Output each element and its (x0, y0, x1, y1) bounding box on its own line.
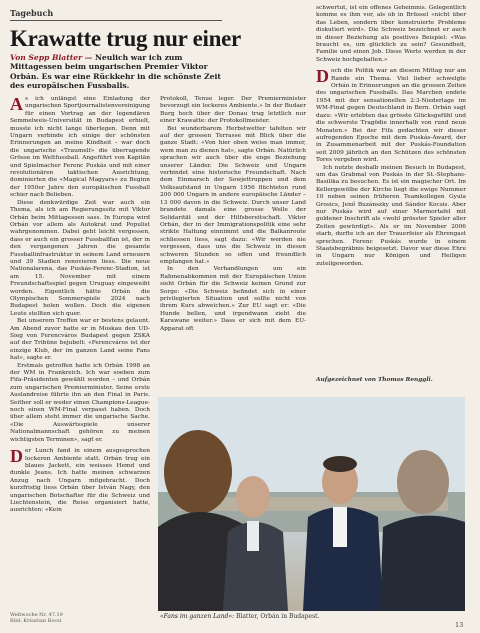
paragraph: Doch die Politik war an diesem Mittag nur am Rande ein Thema. Viel lieber schwelgte Orbán in Erinnerungen an die grossen Zeiten des ungarischen Fussballs. Das Marchen endete 1954 mit der sensationellen 2:3-Niederlage im WM-Final gegen Deutschland in Bern. Orbán sagt dazu: «Wir erlebten das grösste Glücksgefühl und die schwerste Tragödie innerhalb von rund neun Monaten.» Bei der Fifa gedachten wir dieser aufregenden Epoche mit dem Puskás-Award, der in Zusammenarbeit mit der Puskás-Foundation seit 2009 jährlich an den Schützen des schönsten Tores vergeben wird. (316, 66, 466, 164)
paragraph: Bei unserem Treffen war er bestens gelaunt. Am Abend zuvor hatte er in Moskau den UD-Sieg von Ferencváros Budapest gegen ZSKA auf der Tribüne bejubelt: «Ferencváros ist der einzige Klub, der im ganzen Land seine Fans hat», sagte er. (10, 318, 150, 362)
column-2 (160, 96, 306, 333)
photo-caption (160, 613, 319, 620)
author-note: Aufgezeichnet von Thomas Renggli. (316, 377, 433, 383)
caption-quote: «Fans im ganzen Land»: (160, 613, 235, 620)
paragraph: As ich unlängst eine Einladung der ungarischen Sportjournalistenvereinigung für einen Vortrag an der legendären Semmelweis-Universität in Budapest erhielt, musste ich nicht lange überlegen. Denn mit Ungarn verbinde ich einige der schönsten Erinnerungen an meine Kindheit – war doch die ungarische «Traumelf» die überragende Grösse im Weltfussball. Angeführt von Kapitän und Spielmacher Ferenc Puskás und mit einer revolutionären taktischen Ausrichtung, dominierten die «Magical Magyars» zu Beginn der 1950er Jahre den europäischen Fussball schier nach Belieben. (10, 94, 150, 199)
paragraph: Bei wunderbarem Herbstwetter tafelten wir auf der grossen Terrasse mit Blick über die ganze Stadt: «Von hier oben weiss man immer, wem man zu dienen hat», sagte Orbán. Natürlich sprachen wir auch über die enge Beziehung unserer Länder. Die Schweiz und Ungarn verbindet eine historische Freundschaft. Nach dem Einmarsch der Sowjettruppen und dem Volksaufstand in Ungarn 1956 flüchteten rund 200 000 Ungarn in andere europäische Länder – 13 000 davon in die Schweiz. Durch unser Land brandete damals eine grosse Welle der Solidarität und der Hilfsbereitschaft. Viktor Orbán, der in der Immigrationspolitik eine sehr strikte Haltung einnimmt und die Balkanroute schliessen liess, sagt dazu: «Wir werden nie vergessen, dass uns die Schweiz in diesen schweren Stunden so offen und freundlich empfangen hat.» (160, 125, 306, 265)
caption-text: Blatter, Orbán in Budapest. (234, 613, 320, 620)
paragraph: Diese denkwürdige Zeit war auch ein Thema, als ich am Regierungssitz mit Viktor Orbán beim Mittagessen sass. In Europa wird Orbán vor allem als Autokrat und Populist wahrgenommen. Dabei geht leicht vergessen, dass er auch ein grosser Fussballfan ist, der in den vergangenen Jahren die gesamte Fussballinfrastruktur in seinem Land erneuern und 39 Stadien renovieren liess. Die neue Nationalarena, das Puskás-Ferenc-Stadion, ist am 15. November mit einem Freundschaftsspiel gegen Uruguay eingeweiht worden. Eigentlich hätte Orbán die Olympischen Sommerspiele 2024 nach Budapest holen wollen. Doch die eigenen Leute stellten sich quer. (10, 199, 150, 317)
photo-illustration (158, 397, 465, 611)
drop-cap: D (10, 446, 23, 467)
photo-credit: Bild: Krisztian Bocsi (10, 618, 62, 624)
magazine-issue: Weltwoche Nr. 47.19 (10, 612, 63, 618)
paragraph: Der Lunch fand in einem ausgesprochen lockeren Ambiente statt. Orbán trug ein blaues Jackett, ein weisses Hemd und dunkle Jeans. Ich hatte meinen schwarzen Anzug nach Ungarn mitgebracht. Doch kurzfristig liess Orbán über István Nagy, den ungarischen Botschafter für die Schweiz und Liechtenstein, die Reise organisiert hatte, ausrichten: «Kein (10, 446, 150, 514)
paragraph: Erstmals getroffen hatte ich Orbán 1998 an der WM in Frankreich. Ich war soeben zum Fifa-Präsidenten gewählt worden – und Orbán zum ungarischen Premierminister. Seine erste Auslandreise führte ihn an den Final in Paris. Seither soll er weder einen Champions-League- noch einen WM-Final verpasst haben. Doch über allem steht immer die ungarische Sache. «Die Auswärtsspiele unserer Nationalmannschaft gehören zu meinen wichtigsten Terminen», sagt er. (10, 362, 151, 443)
photo-blatter-orban (158, 397, 465, 611)
section-rule (10, 20, 222, 21)
drop-cap: A (10, 94, 23, 114)
headline: Krawatte trug nur einer (10, 26, 241, 51)
column-1 (10, 96, 150, 515)
paragraph: Protokoll, Tenue leger. Der Premierminister bevorzugt ein lockeres Ambiente.» In der Budaer Burg hoch über der Donau trug letztlich nur einer Krawatte: der Protokollmeister. (160, 96, 306, 125)
byline: Von Sepp Blatter — (10, 53, 93, 62)
footer-left (10, 612, 63, 624)
section-label: Tagebuch (10, 8, 54, 18)
paragraph: schwertut, ist ein offenes Geheimnis. Gelegentlich komme es ihm vor, als ob in Brüssel «nicht über das Leben, sondern über konstruierte Probleme diskutiert wird». Die Schweiz bezeichnet er auch in dieser Beziehung als positives Beispiel: «Was braucht es, um glücklich zu sein? Gesundheit, Familie und einen Job. Diese Werte werden in der Schweiz hochgehalten.» (316, 5, 466, 63)
lede-text: Neulich war ich zum Mittagessen beim ungarischen Premier Viktor Orbán. Es war eine Rückkehr in die schönste Zeit des europäischen Fussballs. (10, 53, 221, 90)
page-number: 13 (455, 621, 464, 629)
paragraph: In den Verhandlungen um ein Rahmenabkommen mit der Europäischen Union sieht Orbán für die Schweiz keinen Grund zur Sorge: «Die Schweiz befindet sich in einer privilegierten Situation und sollte nicht von ihrem Kurs abweichen.» Zur EU sagt er: «Die Hunde bellen, und irgendwann zieht die Karawane weiter.» Dass er sich mit dem EU-Apparat oft (160, 266, 306, 332)
lede (10, 53, 228, 90)
paragraph: Ich nutzte deshalb meinen Besuch in Budapest, um das Grabmal von Puskás in der St.-Stephans-Basilika zu besuchen. Es ist ein magischer Ort. Im Kellergewölbe der Kirche liegt die ewige Nummer 10 neben seinen früheren Teamkollegen Gyula Grosics, Jenő Buzánszky und Sándor Kocsis. Aber nur Puskás wird auf einer Marmortafel mit goldener Inschrift als «wohl grösster Spieler aller Zeiten gewürdigt». Als er im November 2006 starb, durfte ich an der Trauerfeier als Ehrengast sprechen. Ferenc Puskás wurde in einem Staatsbegräbnis beigesetzt. Davor war diese Ehre in Ungarn nur Königen und Heiligen zuteilgeworden. (316, 164, 466, 267)
column-3 (316, 5, 466, 268)
drop-cap: D (316, 66, 329, 87)
